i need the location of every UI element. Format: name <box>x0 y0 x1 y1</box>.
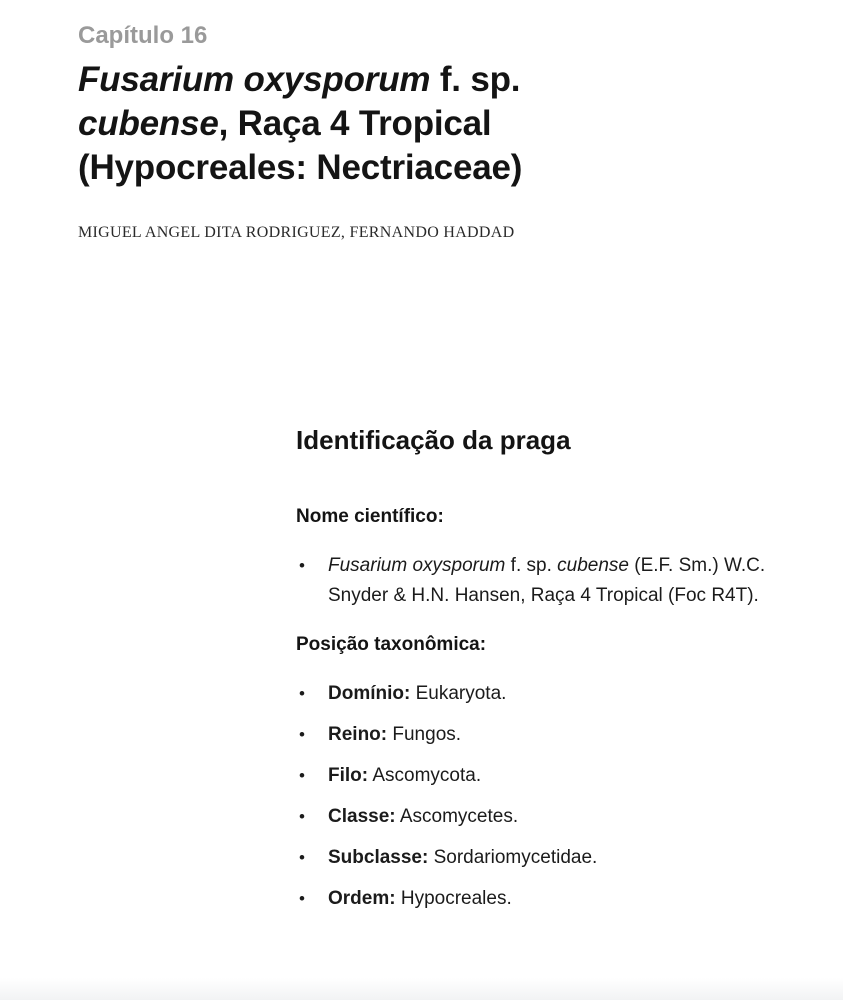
title-subspecies-italic: cubense <box>78 104 219 143</box>
scientific-name-list <box>296 551 788 611</box>
bullet-marker: • <box>299 684 305 703</box>
sci-name-cubense-italic: cubense <box>557 555 629 576</box>
taxonomy-value: Ascomycota. <box>368 765 482 786</box>
taxonomy-item-order <box>296 884 788 914</box>
taxonomy-term: Subclasse: <box>328 847 429 868</box>
bullet-marker: • <box>299 556 305 575</box>
authors-line: MIGUEL ANGEL DITA RODRIGUEZ, FERNANDO HADDAD <box>78 224 515 241</box>
chapter-number-label: Capítulo 16 <box>78 22 208 49</box>
taxonomy-value: Eukaryota. <box>410 683 507 704</box>
taxonomy-item-subclass <box>296 843 788 873</box>
taxonomy-term: Domínio: <box>328 683 411 704</box>
sci-name-fsp: f. sp. <box>505 555 558 576</box>
taxonomy-term: Ordem: <box>328 888 396 909</box>
taxonomy-item-domain <box>296 679 788 709</box>
section-heading: Identificação da praga <box>296 425 571 455</box>
subheading-taxonomy: Posição taxonômica: <box>296 634 487 655</box>
title-line-2 <box>78 102 638 146</box>
scientific-name-item <box>296 551 788 611</box>
title-race-part: , Raça 4 Tropical <box>218 104 492 143</box>
taxonomy-value: Sordariomycetidae. <box>428 847 598 868</box>
taxonomy-item-class <box>296 802 788 832</box>
title-roman-part: f. sp. <box>430 60 521 99</box>
taxonomy-value: Fungos. <box>387 724 462 745</box>
taxonomy-value: Ascomycetes. <box>395 806 519 827</box>
title-line-3: (Hypocreales: Nectriaceae) <box>78 148 523 187</box>
sci-name-genus-italic: Fusarium oxysporum <box>328 555 506 576</box>
bullet-marker: • <box>299 807 305 826</box>
title-line-1 <box>78 58 638 102</box>
taxonomy-term: Classe: <box>328 806 396 827</box>
taxonomy-value: Hypocreales. <box>395 888 512 909</box>
chapter-header <box>78 20 638 244</box>
taxonomy-list <box>296 679 788 914</box>
taxonomy-term: Filo: <box>328 765 369 786</box>
subheading-scientific-name: Nome científico: <box>296 506 444 527</box>
bullet-marker: • <box>299 889 305 908</box>
taxonomy-item-phylum <box>296 761 788 791</box>
page-bottom-shade <box>0 978 843 1000</box>
bullet-marker: • <box>299 766 305 785</box>
taxonomy-term: Reino: <box>328 724 388 745</box>
bullet-marker: • <box>299 848 305 867</box>
title-species-italic: Fusarium oxysporum <box>78 60 431 99</box>
taxonomy-item-kingdom <box>296 720 788 750</box>
content-column <box>296 423 788 936</box>
chapter-title <box>78 58 638 190</box>
sci-name-authority: (E.F. Sm.) W.C. Snyder & H.N. Hansen, Raça 4 Tropical (Foc R4T). <box>328 555 766 606</box>
bullet-marker: • <box>299 725 305 744</box>
